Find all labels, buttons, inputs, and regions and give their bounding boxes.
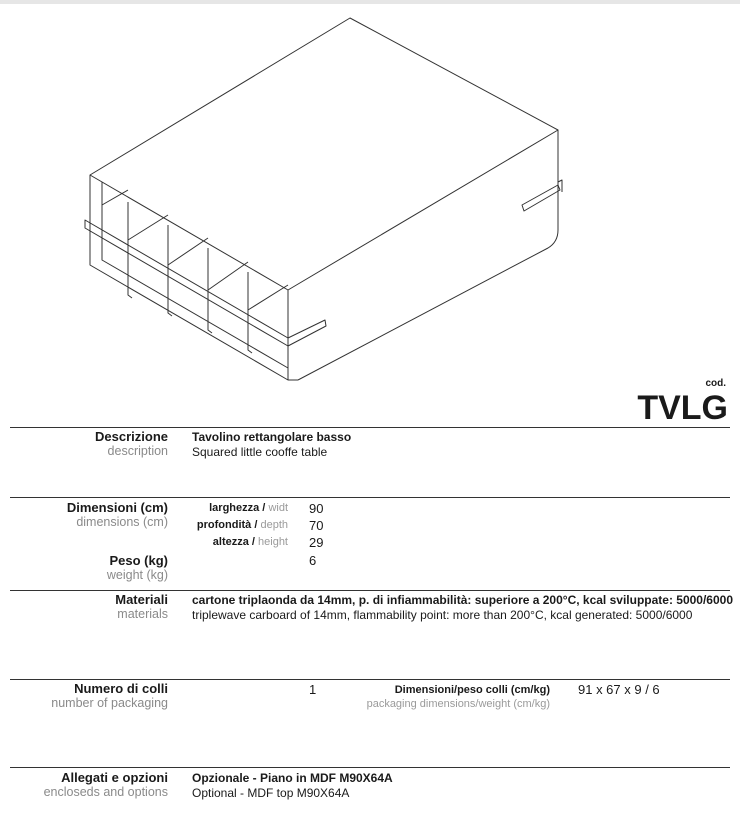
materials-label: Materiali <box>115 592 168 607</box>
weight-value: 6 <box>309 553 317 568</box>
width-label: larghezza / widt <box>209 502 288 514</box>
depth-label: profondità / depth <box>196 519 288 531</box>
description-value: Tavolino rettangolare basso <box>192 430 352 444</box>
enclosed-options-label: Allegati e opzioni <box>61 770 168 785</box>
packaging-dimensions-value: 91 x 67 x 9 / 6 <box>578 682 660 697</box>
packages-value: 1 <box>309 682 317 697</box>
description-value-en: Squared little cooffe table <box>192 445 328 459</box>
separator <box>10 497 730 498</box>
packages-label-en: number of packaging <box>51 696 168 710</box>
dimensions-label: Dimensioni (cm) <box>66 500 168 515</box>
materials-value: cartone triplaonda da 14mm, p. di infiammabilità: superiore a 200°C, kcal sviluppate: 5000/6000 <box>192 593 733 607</box>
dimensions-label-en: dimensions (cm) <box>76 515 168 529</box>
materials-value-en: triplewave carboard of 14mm, flammability point: more than 200°C, kcal generated: 5000/6000 <box>192 608 693 622</box>
separator <box>10 427 730 428</box>
separator <box>10 590 730 591</box>
product-code: TVLG <box>637 389 728 427</box>
description-label-en: description <box>107 444 168 458</box>
enclosed-options-value-en: Optional - MDF top M90X64A <box>192 786 350 800</box>
materials-label-en: materials <box>117 607 168 621</box>
weight-label-en: weight (kg) <box>106 568 168 582</box>
code-label: cod. <box>705 378 726 389</box>
enclosed-options-label-en: encloseds and options <box>43 785 168 799</box>
packaging-dimensions-label-en: packaging dimensions/weight (cm/kg) <box>366 698 550 710</box>
separator <box>10 767 730 768</box>
packages-label: Numero di colli <box>74 681 168 696</box>
enclosed-options-value: Opzionale - Piano in MDF M90X64A <box>192 771 393 785</box>
packaging-dimensions-label: Dimensioni/peso colli (cm/kg) <box>394 684 550 696</box>
height-value: 29 <box>309 535 324 550</box>
depth-value: 70 <box>309 518 324 533</box>
width-value: 90 <box>309 501 324 516</box>
separator <box>10 679 730 680</box>
weight-label: Peso (kg) <box>109 553 168 568</box>
height-label: altezza / height <box>212 536 288 548</box>
product-drawing <box>80 10 580 390</box>
top-bar <box>0 0 740 4</box>
description-label: Descrizione <box>95 429 168 444</box>
